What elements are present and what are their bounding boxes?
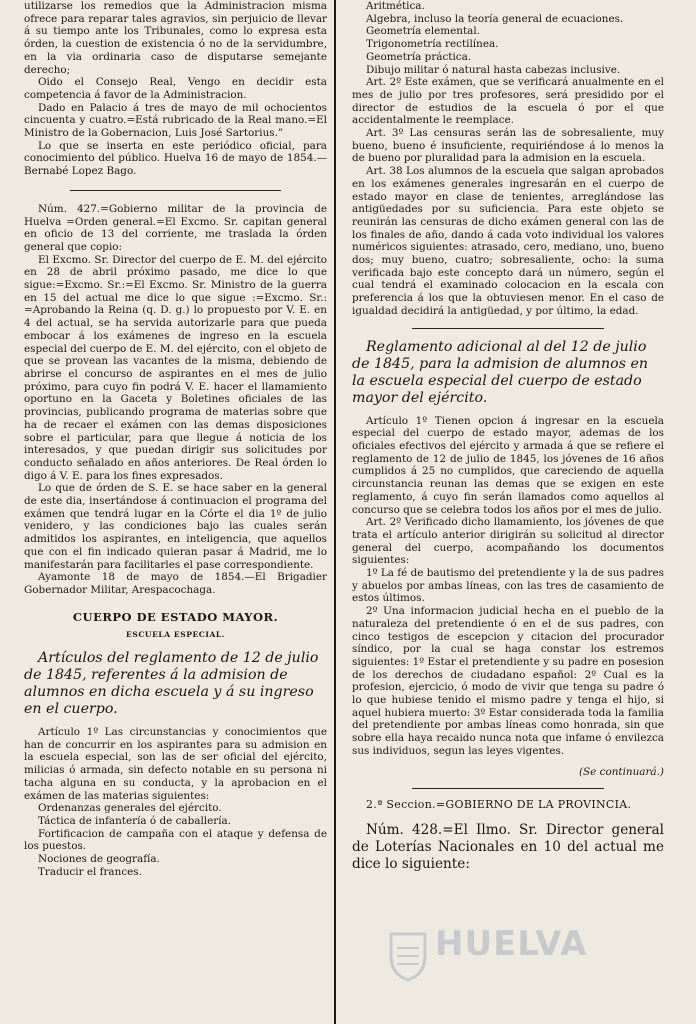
subjects-list — [24, 802, 327, 878]
paragraph: Dado en Palacio á tres de mayo de mil ochocientos cincuenta y cuatro.=Está rubricado de la Real mano.=El Ministro de la Gobernacion, Luis José Sartorius.” — [24, 101, 327, 140]
section-title: 2.ª Seccion.=GOBIERNO DE LA PROVINCIA. — [366, 798, 632, 812]
list-item: Aritmética. — [366, 0, 425, 12]
list-item: Nociones de geografía. — [38, 853, 160, 866]
paragraph: El Excmo. Sr. Director del cuerpo de E. M. del ejército en 28 de abril próximo pasado, me dice lo que sigue:=Excmo. Sr.:=El Excmo. Sr. Ministro de la guerra en 15 del actual me dice lo que sigue :=Excmo. Sr.: =Aprobando la Reina (q. D. g.) lo propuesto por V. E. en 4 del actual, se ha servida autorizarle para que pueda embocar á los exámenes de ingreso en la escuela especial del cuerpo de E. M. del ejército, con el objeto de que se provean las vacantes de la misma, debiendo de abrirse el concurso de aspirantes en el mes de julio próximo, para cuyo fin podrá V. E. hacer el llamamiento oportuno en la Gaceta y Boletines oficiales de las provincias, publicando programa de materias sobre que ha de recaer el exámen con las demas disposiciones sobre el particular, para que llegue á noticia de los interesados, y que puedan dirigir sus solicitudes por conducto señalado en años anteriores. De Real órden lo digo á V. E. para los fines expresados. — [24, 253, 327, 482]
list-item: Algebra, incluso la teoría general de ecuaciones. — [366, 12, 624, 25]
paragraph: Art. 2º Este exámen, que se verificará anualmente en el mes de julio por tres profesores, será presidido por el director de estudios de la escuela ó por el que accidentalmente le reemplace. — [352, 76, 664, 127]
section-heading: CUERPO DE ESTADO MAYOR. — [72, 609, 279, 624]
shield-icon — [387, 930, 429, 982]
list-item: Geometría práctica. — [366, 50, 472, 63]
regulation-title: Reglamento adicional al del 12 de julio de 1845, para la admision de alumnos en la escuela especial del cuerpo de estado mayor del ejército. — [352, 338, 649, 406]
article-title: Artículos del reglamento de 12 de julio de 1845, referentes á la admision de alumnos en dicha escuela y á su ingreso en el cuerpo. — [24, 650, 319, 718]
right-column — [352, 0, 664, 873]
paragraph: Art. 2º Verificado dicho llamamiento, los jóvenes de que trata el artículo anterior dirigirán su solicitud al director general del cuerpo, acompañando los documentos siguientes: — [352, 516, 664, 567]
paragraph: Oido el Consejo Real, Vengo en decidir esta competencia á favor de la Administracion. — [24, 76, 327, 101]
list-item: Trigonometría rectilínea. — [366, 38, 499, 51]
archive-watermark — [375, 924, 595, 988]
divider-rule — [70, 190, 281, 191]
paragraph: Artículo 1º Las circunstancias y conocimientos que han de concurrir en los aspirantes para su admision en la escuela especial, son las de ser oficial del ejército, milicias ó armada, sin defecto notable en su persona ni tacha alguna en su conducta, y la aprobacion en el exámen de las materias siguientes: — [24, 726, 327, 802]
paragraph: utilizarse los remedios que la Administracion misma ofrece para reparar tales agravios, sin perjuicio de llevar á su tiempo ante los Tribunales, como lo expresa esta órden, la cuestion de existencia ó no de la servidumbre, en la via ordinaria caso de disputarse semejante derecho; — [24, 0, 327, 76]
paragraph: Núm. 428.=El Ilmo. Sr. Director general de Loterías Nacionales en 10 del actual me dice lo siguiente: — [352, 821, 664, 872]
paragraph: 1º La fé de bautismo del pretendiente y la de sus padres y abuelos por ambas líneas, con las tres de casamiento de estos últimos. — [352, 567, 664, 605]
section-subheading: ESCUELA ESPECIAL. — [126, 630, 225, 640]
list-item: Ordenanzas generales del ejército. — [38, 802, 222, 815]
paragraph: Lo que de órden de S. E. se hace saber en la general de este dia, insertándose á continuacion el programa del exámen que tendrá lugar en la Córte el dia 1º de julio venidero, y las condiciones bajo las cuales serán admitidos los aspirantes, en inteligencia, que aquellos que con el fin indicado quieran pasar á Madrid, me lo manifestarán para facilitarles el pase correspondiente. — [24, 482, 327, 571]
list-item: Táctica de infantería ó de caballería. — [38, 814, 232, 827]
paragraph: Ayamonte 18 de mayo de 1854.—El Brigadier Gobernador Militar, Arespacochaga. — [24, 571, 327, 596]
continuation-note: (Se continuará.) — [579, 765, 664, 778]
list-item: Dibujo militar ó natural hasta cabezas inclusive. — [366, 63, 621, 76]
divider-rule — [412, 328, 604, 329]
paragraph: Lo que se inserta en este periódico oficial, para conocimiento del público. Huelva 16 de mayo de 1854.—Bernabé Lopez Bago. — [24, 139, 327, 178]
paragraph: Artículo 1º Tienen opcion á ingresar en la escuela especial del cuerpo de estado mayor, ademas de los oficiales efectivos del ejército y armada á que se refiere el reglamento de 12 de julio de 1845, los jóvenes de 16 años cumplidos á 25 no cumplidos, que careciendo de aquella circunstancia reunan las demas que se exigen en este reglamento, á cuyo fin serán llamados como aquellos al concurso que se celebra todos los años por el mes de julio. — [352, 414, 664, 516]
subjects-list — [352, 0, 664, 76]
paragraph: Núm. 427.=Gobierno militar de la provincia de Huelva =Orden general.=El Excmo. Sr. capitan general en oficio de 13 del corriente, me traslada la órden general que copio: — [24, 202, 327, 253]
list-item: Fortificacion de campaña con el ataque y defensa de los puestos. — [24, 827, 327, 853]
list-item: Traducir el frances. — [38, 865, 142, 878]
paragraph: Art. 3º Las censuras serán las de sobresaliente, muy bueno, bueno é insuficiente, requiriéndose á lo menos la de bueno por pluralidad para la admision en la escuela. — [352, 127, 664, 165]
watermark-text: HUELVA — [435, 924, 588, 964]
paragraph: Art. 38 Los alumnos de la escuela que salgan aprobados en los exámenes generales ingresarán en el cuerpo de estado mayor en clase de tenientes, arreglándose las antigüedades por su suficiencia. Para este objeto se reunirán las censuras de dicho exámen general con las de los finales de año, dando á cada voto individual los valores numéricos siguientes: atrasado, cero, mediano, uno, bueno dos; muy bueno, cuatro; sobresaliente, ocho: la suma verificada bajo este concepto dará un número, según el cual tendrá el examinado colocacion en la escala con preferencia á los que la obtuviesen menor. En el caso de igualdad decidirá la antigüedad, y por último, la edad. — [352, 165, 664, 317]
list-item: Geometría elemental. — [366, 25, 480, 38]
paragraph: 2º Una informacion judicial hecha en el pueblo de la naturaleza del pretendiente ó en el de sus padres, con cinco testigos de escepcion y citacion del procurador síndico, por la cual se haga constar los estremos siguientes: 1º Estar el pretendiente y su padre en posesion de los derechos de ciudadano español: 2º Cual es la profesion, ejercicio, ó modo de vivir que tenga su padre ó lo que hubiese tenido el mismo padre y tenga el hijo, si aquel hubiera muerto: 3º Estar considerada toda la familia del pretendiente por ambas líneas como honrada, sin que sobre ella haya recaido nunca nota que infame ó envilezca sus individuos, segun las leyes vigentes. — [352, 605, 664, 757]
divider-rule — [412, 788, 604, 789]
left-column — [24, 0, 327, 878]
column-divider — [334, 0, 336, 1024]
